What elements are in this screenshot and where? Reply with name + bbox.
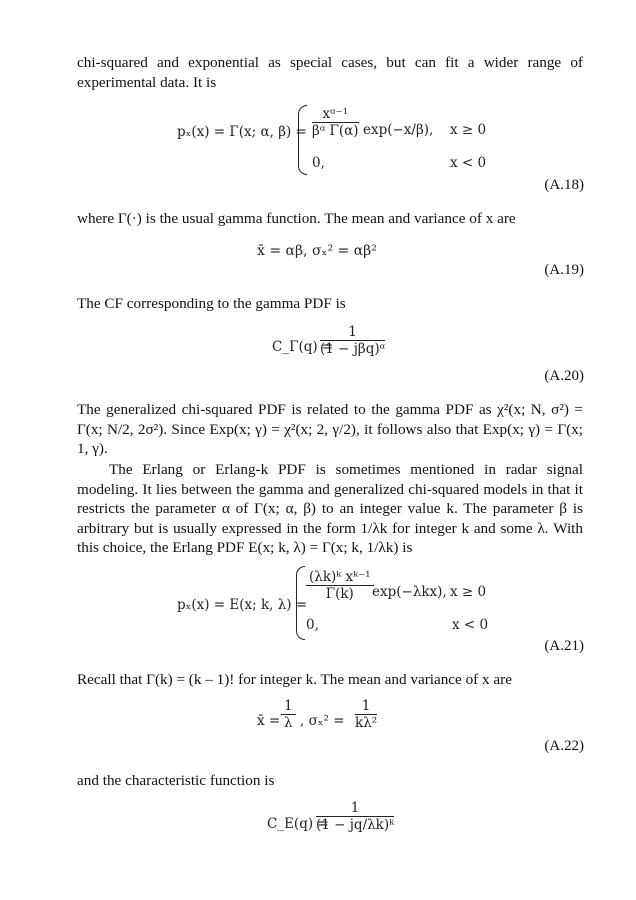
paragraph-gamma-mean: where Γ(·) is the usual gamma function. The mean and variance of x are: [77, 210, 516, 227]
eq-a19-text: x̄ = αβ, σₓ² = αβ²: [257, 243, 377, 259]
eq-a21-exp-term: exp(−λkx),: [372, 584, 447, 600]
paragraph-characteristic-function: and the characteristic function is: [77, 772, 275, 789]
eq-a21-denominator: Γ(k): [325, 586, 354, 602]
eq-a22-variance-fraction: [355, 698, 377, 731]
equation-number-a19: (A.19): [544, 262, 584, 278]
eq-a21-numerator: (λk)ᵏ xᵏ⁻¹: [306, 569, 374, 586]
eq-ce-lhs: C_E(q) =: [267, 816, 329, 832]
eq-a20-fraction: [320, 324, 385, 357]
eq-a21-zero: 0,: [306, 617, 319, 633]
eq-a20-numerator: 1: [320, 324, 385, 341]
eq-a18-brace: [298, 105, 307, 175]
eq-a18-lhs: pₓ(x) = Γ(x; α, β) =: [177, 124, 307, 140]
eq-a21-condition-1: x ≥ 0: [450, 584, 487, 600]
eq-a20-denominator: (1 − jβq)ᵅ: [320, 341, 386, 357]
eq-a22-variance-numerator: 1: [355, 698, 377, 715]
eq-a18-numerator: xᵅ⁻¹: [312, 106, 359, 123]
eq-a18-denominator: βᵅ Γ(α): [312, 123, 359, 139]
eq-a20-lhs: C_Γ(q) =: [272, 339, 334, 355]
paragraph-intro: chi-squared and exponential as special cases, but can fit a wider range of experimental data. It is: [77, 54, 583, 91]
eq-a22-mean-denominator: λ: [284, 715, 293, 731]
paragraph-generalized-chi: The generalized chi-squared PDF is related to the gamma PDF as χ²(x; N, σ²) = Γ(x; N/2, 2σ²). Since Exp(x; γ) = χ²(x; 2, γ/2), it follows also that Exp(x; γ) = Γ(x; 1, γ).: [77, 401, 583, 457]
equation-number-a21: (A.21): [544, 638, 584, 654]
equation-number-a18: (A.18): [544, 177, 584, 193]
eq-ce-numerator: 1: [316, 800, 394, 817]
eq-a21-condition-2: x < 0: [452, 617, 489, 633]
eq-a18-condition-1: x ≥ 0: [450, 122, 487, 138]
eq-a18-zero: 0,: [312, 155, 325, 171]
eq-a22-variance-denominator: kλ²: [355, 715, 378, 731]
eq-a22-mean-lhs: x̄ =: [257, 713, 281, 729]
paragraph-recall: Recall that Γ(k) = (k – 1)! for integer k. The mean and variance of x are: [77, 671, 512, 688]
eq-a22-mean-fraction: [281, 698, 296, 731]
equation-number-a22: (A.22): [544, 738, 584, 754]
equation-number-a20: (A.20): [544, 368, 584, 384]
paragraph-erlang: The Erlang or Erlang-k PDF is sometimes mentioned in radar signal modeling. It lies between the gamma and generalized chi-squared models in that it restricts the parameter α of Γ(x; α, β) to an integer value k. The parameter β is arbitrary but is usually expressed in the form 1/λk for integer k and some λ. With this choice, the Erlang PDF E(x; k, λ) = Γ(x; k, 1/λk) is: [77, 461, 583, 556]
eq-a21-fraction: [306, 569, 374, 602]
eq-ce-fraction: [316, 800, 394, 833]
eq-a18-condition-2: x < 0: [450, 155, 487, 171]
eq-a18-fraction: [312, 106, 359, 139]
eq-a22-variance-lhs: , σₓ² =: [300, 713, 345, 729]
eq-a18-exp-term: exp(−x/β),: [363, 122, 434, 138]
eq-a21-lhs: pₓ(x) = E(x; k, λ) =: [177, 597, 308, 613]
eq-a22-mean-numerator: 1: [281, 698, 296, 715]
paragraph-cf: The CF corresponding to the gamma PDF is: [77, 295, 346, 312]
eq-a21-brace: [296, 566, 305, 640]
eq-ce-denominator: (1 − jq/λk)ᵏ: [316, 817, 395, 833]
